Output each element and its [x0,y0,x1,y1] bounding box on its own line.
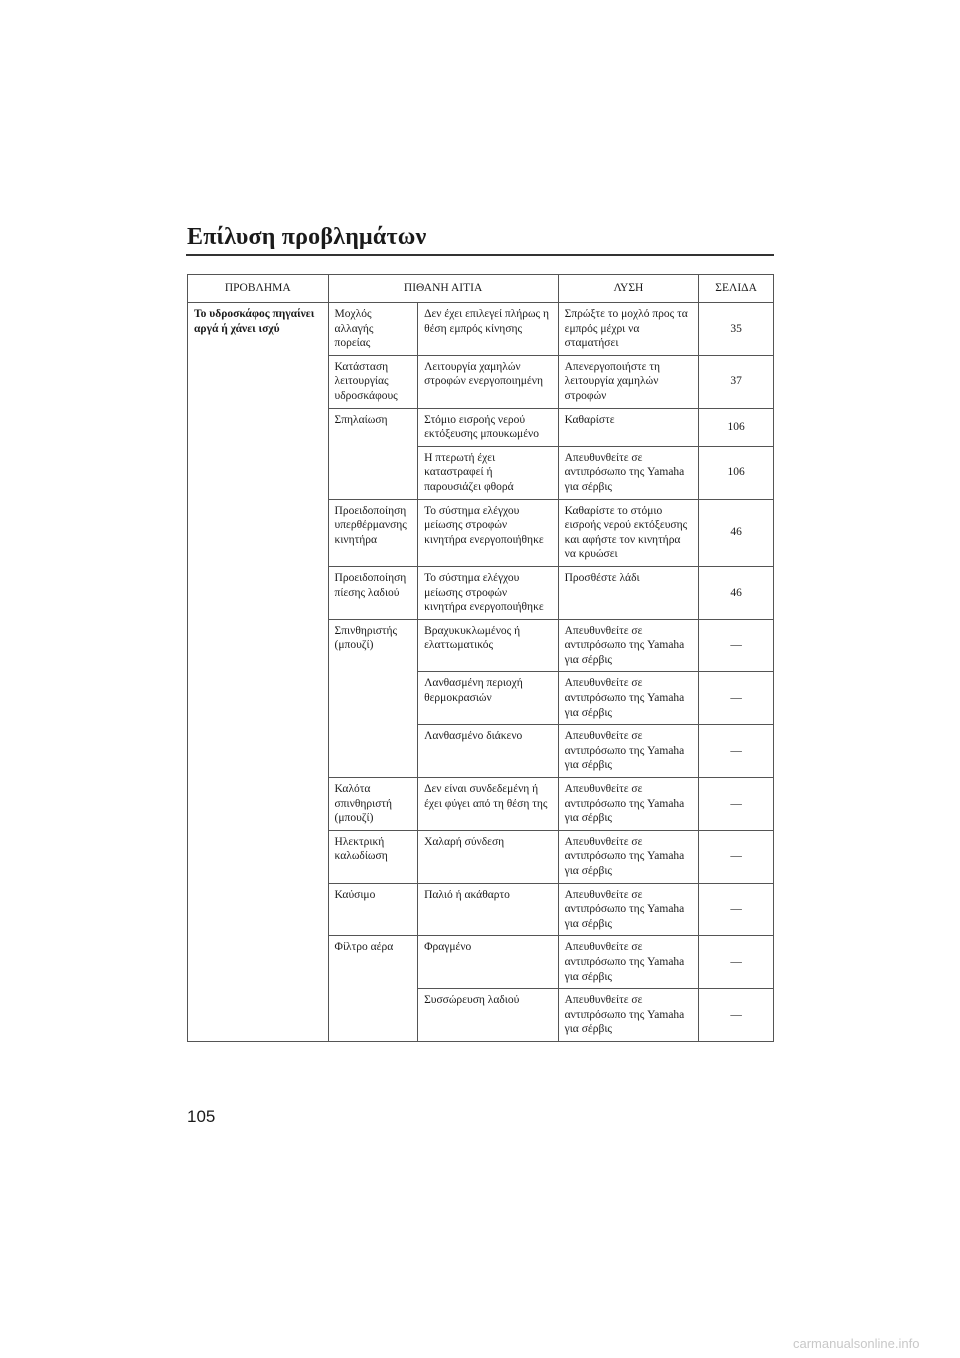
solution-cell: Καθαρίστε το στόμιο εισροής νερού εκτόξευσης και αφήστε τον κινητήρα να κρυώσει [558,499,699,566]
solution-cell: Απευθυνθείτε σε αντιπρόσωπο της Yamaha για σέρβις [558,446,699,499]
solution-cell: Απευθυνθείτε σε αντιπρόσωπο της Yamaha για σέρβις [558,936,699,989]
solution-cell: Απευθυνθείτε σε αντιπρόσωπο της Yamaha για σέρβις [558,883,699,936]
cause-cell: Το σύστημα ελέγχου μείωσης στροφών κινητήρα ενεργοποιήθηκε [418,499,559,566]
cause-cell: Λανθασμένη περιοχή θερμοκρασιών [418,672,559,725]
table-body [188,303,774,1042]
page-ref-cell: — [699,936,774,989]
cause-cell: Φραγμένο [418,936,559,989]
troubleshooting-table [187,274,774,1042]
cause-cell: Δεν είναι συνδεδεμένη ή έχει φύγει από τη θέση της [418,778,559,831]
solution-cell: Σπρώξτε το μοχλό προς τα εμπρός μέχρι να σταματήσει [558,303,699,356]
header-page: ΣΕΛΙΔΑ [699,275,774,303]
solution-cell: Απευθυνθείτε σε αντιπρόσωπο της Yamaha για σέρβις [558,989,699,1042]
item-cell: Κατάσταση λειτουργίας υδροσκάφους [328,355,418,408]
item-cell: Σπηλαίωση [328,408,418,499]
page-ref-cell: — [699,725,774,778]
page-ref-cell: 35 [699,303,774,356]
item-cell: Ηλεκτρική καλωδίωση [328,830,418,883]
item-cell: Προειδοποίηση υπερθέρμανσης κινητήρα [328,499,418,566]
item-cell: Καύσιμο [328,883,418,936]
solution-cell: Απευθυνθείτε σε αντιπρόσωπο της Yamaha για σέρβις [558,778,699,831]
cause-cell: Λανθασμένο διάκενο [418,725,559,778]
page-title: Επίλυση προβλημάτων [187,224,427,250]
page-ref-cell: 37 [699,355,774,408]
page-ref-cell: — [699,830,774,883]
solution-cell: Απευθυνθείτε σε αντιπρόσωπο της Yamaha για σέρβις [558,672,699,725]
page-ref-cell: — [699,883,774,936]
table-row [188,303,774,356]
cause-cell: Δεν έχει επιλεγεί πλήρως η θέση εμπρός κίνησης [418,303,559,356]
cause-cell: Παλιό ή ακάθαρτο [418,883,559,936]
solution-cell: Απευθυνθείτε σε αντιπρόσωπο της Yamaha για σέρβις [558,830,699,883]
item-cell: Καλότα σπινθηριστή (μπουζί) [328,778,418,831]
page-number: 105 [187,1107,216,1126]
title-divider [186,254,774,256]
page-ref-cell: 106 [699,408,774,446]
page-ref-cell: — [699,619,774,672]
cause-cell: Στόμιο εισροής νερού εκτόξευσης μπουκωμένο [418,408,559,446]
cause-cell: Η πτερωτή έχει καταστραφεί ή παρουσιάζει φθορά [418,446,559,499]
table-header-row [188,275,774,303]
page-ref-cell: 46 [699,566,774,619]
solution-cell: Απευθυνθείτε σε αντιπρόσωπο της Yamaha για σέρβις [558,619,699,672]
solution-cell: Απευθυνθείτε σε αντιπρόσωπο της Yamaha για σέρβις [558,725,699,778]
page-ref-cell: 106 [699,446,774,499]
header-problem: ΠΡΟΒΛΗΜΑ [188,275,329,303]
item-cell: Προειδοποίηση πίεσης λαδιού [328,566,418,619]
header-solution: ΛΥΣΗ [558,275,699,303]
cause-cell: Συσσώρευση λαδιού [418,989,559,1042]
cause-cell: Χαλαρή σύνδεση [418,830,559,883]
watermark: carmanualsonline.info [793,1336,920,1351]
page-ref-cell: — [699,989,774,1042]
problem-cell: Το υδροσκάφος πηγαίνει αργά ή χάνει ισχύ [188,303,329,1042]
header-cause: ΠΙΘΑΝΗ ΑΙΤΙΑ [328,275,558,303]
cause-cell: Λειτουργία χαμηλών στροφών ενεργοποιημένη [418,355,559,408]
cause-cell: Βραχυκυκλωμένος ή ελαττωματικός [418,619,559,672]
solution-cell: Απενεργοποιήστε τη λειτουργία χαμηλών στροφών [558,355,699,408]
page-ref-cell: — [699,672,774,725]
item-cell: Φίλτρο αέρα [328,936,418,1042]
item-cell: Μοχλός αλλαγής πορείας [328,303,418,356]
solution-cell: Καθαρίστε [558,408,699,446]
page-ref-cell: 46 [699,499,774,566]
page-ref-cell: — [699,778,774,831]
cause-cell: Το σύστημα ελέγχου μείωσης στροφών κινητήρα ενεργοποιήθηκε [418,566,559,619]
solution-cell: Προσθέστε λάδι [558,566,699,619]
item-cell: Σπινθηριστής (μπουζί) [328,619,418,777]
